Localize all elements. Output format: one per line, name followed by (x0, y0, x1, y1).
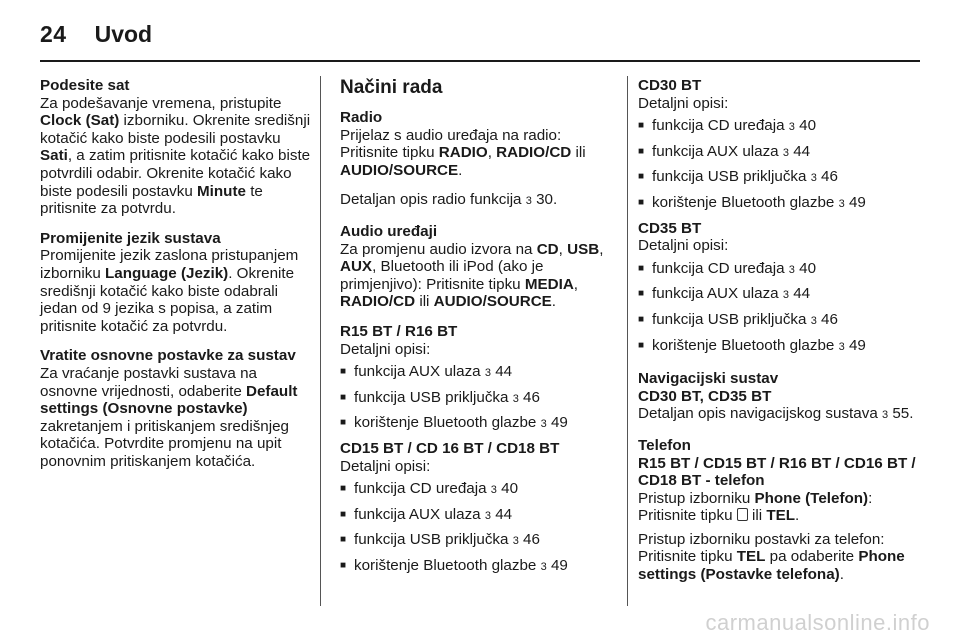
minutes-term: Minute (197, 182, 246, 200)
arrow-icon: 3 (838, 197, 845, 210)
clock-text: Za podešavanje vremena, pristupite (40, 94, 282, 112)
radio-text: . (458, 161, 463, 179)
phone-text: : (868, 489, 873, 507)
page-ref[interactable]: 46 (523, 388, 540, 406)
page-ref[interactable]: 46 (523, 531, 540, 549)
header-rule (40, 60, 920, 62)
page-number: 24 (40, 20, 67, 47)
column-3 (638, 77, 923, 596)
list-item-text: funkcija AUX ulaza (354, 505, 485, 523)
radio-heading: Radio (340, 109, 383, 126)
page-ref[interactable]: 44 (495, 505, 513, 523)
audio-section (340, 223, 615, 311)
list-item-text: korištenje Bluetooth glazbe (354, 556, 541, 574)
phone-text: . (795, 507, 800, 525)
list-item (340, 389, 615, 409)
arrow-icon: 3 (525, 195, 532, 208)
page-ref[interactable]: 40 (501, 480, 519, 498)
phone-text: Pritisnite tipku (638, 507, 737, 525)
page-ref[interactable]: 49 (848, 336, 866, 354)
tel-key: TEL (766, 507, 796, 525)
list-item-text: funkcija USB priključka (354, 388, 513, 406)
radio-detail-text: Detaljan opis radio funkcija (340, 191, 526, 209)
arrow-icon: 3 (810, 314, 817, 327)
list-item (638, 260, 923, 280)
phone-text: . (839, 566, 844, 584)
arrow-icon: 3 (512, 535, 519, 548)
usb-term: USB (567, 240, 600, 258)
cd15-list (340, 480, 615, 576)
tel-key: TEL (736, 548, 766, 566)
arrow-icon: 3 (810, 172, 817, 185)
radio-cd-key: RADIO/CD (340, 293, 416, 311)
arrow-icon: 3 (788, 121, 795, 134)
page-ref[interactable]: 30. (536, 191, 558, 209)
cd30-sub: Detaljni opisi: (638, 94, 729, 112)
clock-text: te pritisnite za potvrdu. (40, 182, 263, 218)
list-item (340, 480, 615, 500)
clock-text: , a zatim pritisnite kotačić kako biste potvrdili odabir. Okrenite kotačić kako biste podesili postavku (40, 147, 311, 200)
arrow-icon: 3 (838, 340, 845, 353)
nav-subheading: CD30 BT, CD35 BT (638, 387, 772, 405)
cd30-heading: CD30 BT (638, 77, 702, 94)
list-item (638, 285, 923, 305)
list-item-text: funkcija CD uređaja (652, 117, 789, 135)
hours-term: Sati (40, 147, 68, 165)
column-divider-1 (320, 76, 321, 606)
arrow-icon: 3 (788, 263, 795, 276)
phone-menu-term: Phone (Telefon) (754, 489, 869, 507)
phone-key-icon (737, 508, 748, 521)
page-ref[interactable]: 49 (550, 556, 568, 574)
list-item (638, 117, 923, 137)
list-item-text: funkcija CD uređaja (354, 480, 491, 498)
phone-subheading: R15 BT / CD15 BT / R16 BT / CD16 BT / CD18 BT - telefon (638, 454, 916, 490)
column-1 (40, 77, 312, 482)
phone-settings (638, 531, 923, 584)
audio-text: , (558, 240, 568, 258)
page-ref[interactable]: 49 (550, 414, 568, 432)
audio-source-key: AUDIO/SOURCE (433, 293, 552, 311)
arrow-icon: 3 (484, 367, 491, 380)
clock-menu-term: Clock (Sat) (40, 112, 120, 130)
list-item (340, 363, 615, 383)
language-section (40, 230, 312, 336)
list-item (638, 194, 923, 214)
audio-text: , Bluetooth ili iPod (ako je primjenjivo): Pritisnite tipku (340, 258, 544, 293)
cd35-section (638, 220, 923, 357)
audio-text: ili (415, 293, 434, 311)
page-ref[interactable]: 46 (821, 310, 838, 328)
list-item (638, 311, 923, 331)
audio-source-key: AUDIO/SOURCE (340, 161, 459, 179)
list-item-text: funkcija CD uređaja (652, 259, 789, 277)
modes-title: Načini rada (340, 77, 443, 98)
audio-text: , (573, 275, 579, 293)
list-item (638, 168, 923, 188)
radio-detail (340, 191, 615, 211)
page-ref[interactable]: 44 (793, 142, 811, 160)
nav-text: Detaljan opis navigacijskog sustava (638, 405, 882, 423)
r15-sub: Detaljni opisi: (340, 340, 431, 358)
list-item-text: funkcija USB priključka (354, 531, 513, 549)
page-title: Uvod (94, 20, 153, 47)
watermark: carmanualsonline.info (705, 610, 930, 635)
arrow-icon: 3 (540, 418, 547, 431)
list-item-text: funkcija USB priključka (652, 310, 811, 328)
list-item-text: funkcija USB priključka (652, 168, 811, 186)
cd15-section (340, 440, 615, 577)
arrow-icon: 3 (490, 484, 497, 497)
page-ref[interactable]: 49 (848, 193, 866, 211)
list-item-text: korištenje Bluetooth glazbe (652, 193, 839, 211)
defaults-text: zakretanjem i pritiskanjem središnjeg kotačića. Potvrdite promjenu na upit ponovnim pritiskanjem kotačića. (40, 417, 290, 470)
cd30-section (638, 77, 923, 214)
list-item-text: korištenje Bluetooth glazbe (652, 336, 839, 354)
defaults-heading: Vratite osnovne postavke za sustav (40, 347, 296, 365)
cd30-list (638, 117, 923, 213)
list-item-text: korištenje Bluetooth glazbe (354, 414, 541, 432)
defaults-menu-term: Default settings (Osnovne postavke) (40, 382, 298, 418)
r15-list (340, 363, 615, 434)
list-item-text: funkcija AUX ulaza (652, 142, 783, 160)
radio-cd-key: RADIO/CD (496, 144, 572, 162)
language-heading: Promijenite jezik sustava (40, 229, 221, 247)
list-item (340, 531, 615, 551)
clock-heading: Podesite sat (40, 77, 130, 94)
list-item (340, 557, 615, 577)
media-key: MEDIA (524, 275, 574, 293)
defaults-section (40, 347, 312, 470)
phone-text: Pristup izborniku postavki za telefon: Pritisnite tipku (638, 530, 885, 566)
arrow-icon: 3 (540, 560, 547, 573)
arrow-icon: 3 (512, 392, 519, 405)
defaults-text: Za vraćanje postavki sustava na osnovne vrijednosti, odaberite (40, 364, 257, 400)
page-ref[interactable]: 44 (495, 363, 513, 381)
aux-term: AUX (340, 258, 373, 276)
audio-heading: Audio uređaji (340, 222, 438, 240)
list-item-text: funkcija AUX ulaza (354, 363, 485, 381)
page-ref[interactable]: 44 (793, 285, 811, 303)
r15-heading: R15 BT / R16 BT (340, 322, 458, 340)
phone-settings-term: Phone settings (Postavke telefona) (638, 548, 905, 584)
list-item (638, 143, 923, 163)
radio-text: Prijelaz s audio uređaja na radio: Pritisnite tipku (340, 126, 562, 162)
arrow-icon: 3 (484, 509, 491, 522)
phone-heading: Telefon (638, 436, 691, 454)
radio-key: RADIO (438, 144, 488, 162)
phone-text: ili (747, 507, 767, 525)
language-menu-term: Language (Jezik) (105, 264, 229, 282)
arrow-icon: 3 (782, 146, 789, 159)
list-item (638, 337, 923, 357)
column-2 (340, 77, 615, 582)
page-ref[interactable]: 55. (892, 405, 914, 423)
language-text: . Okrenite središnji kotačić kako biste odabrali jedan od 9 jezika s popisa, a zatim pritisnite kotačić za potvrdu. (40, 264, 295, 335)
language-text: Promijenite jezik zaslona pristupanjem izborniku (40, 247, 299, 282)
audio-text: . (551, 293, 557, 311)
cd-term: CD (536, 240, 559, 258)
r15-section (340, 323, 615, 434)
radio-text: , (487, 144, 497, 162)
nav-section (638, 370, 923, 425)
audio-text: , (599, 240, 604, 258)
cd35-list (638, 260, 923, 356)
phone-text: Pristup izborniku (638, 489, 755, 507)
page-header (40, 14, 152, 54)
cd35-sub: Detaljni opisi: (638, 237, 729, 255)
cd15-heading: CD15 BT / CD 16 BT / CD18 BT (340, 439, 560, 457)
clock-text: izborniku. Okrenite središnji kotačić kako biste podesili postavku (40, 112, 311, 147)
clock-section (40, 77, 312, 218)
page-ref[interactable]: 40 (799, 259, 817, 277)
list-item (340, 506, 615, 526)
cd35-heading: CD35 BT (638, 219, 702, 237)
list-item-text: funkcija AUX ulaza (652, 285, 783, 303)
radio-section (340, 109, 615, 179)
list-item (340, 414, 615, 434)
radio-text: ili (571, 144, 586, 162)
arrow-icon: 3 (782, 289, 789, 302)
page-ref[interactable]: 46 (821, 168, 838, 186)
nav-heading: Navigacijski sustav (638, 370, 779, 388)
audio-text: Za promjenu audio izvora na (340, 240, 537, 258)
column-divider-2 (627, 76, 628, 606)
arrow-icon: 3 (881, 409, 889, 422)
phone-text: pa odaberite (765, 548, 859, 566)
page-ref[interactable]: 40 (799, 117, 817, 135)
cd15-sub: Detaljni opisi: (340, 457, 431, 475)
phone-section (638, 437, 923, 525)
